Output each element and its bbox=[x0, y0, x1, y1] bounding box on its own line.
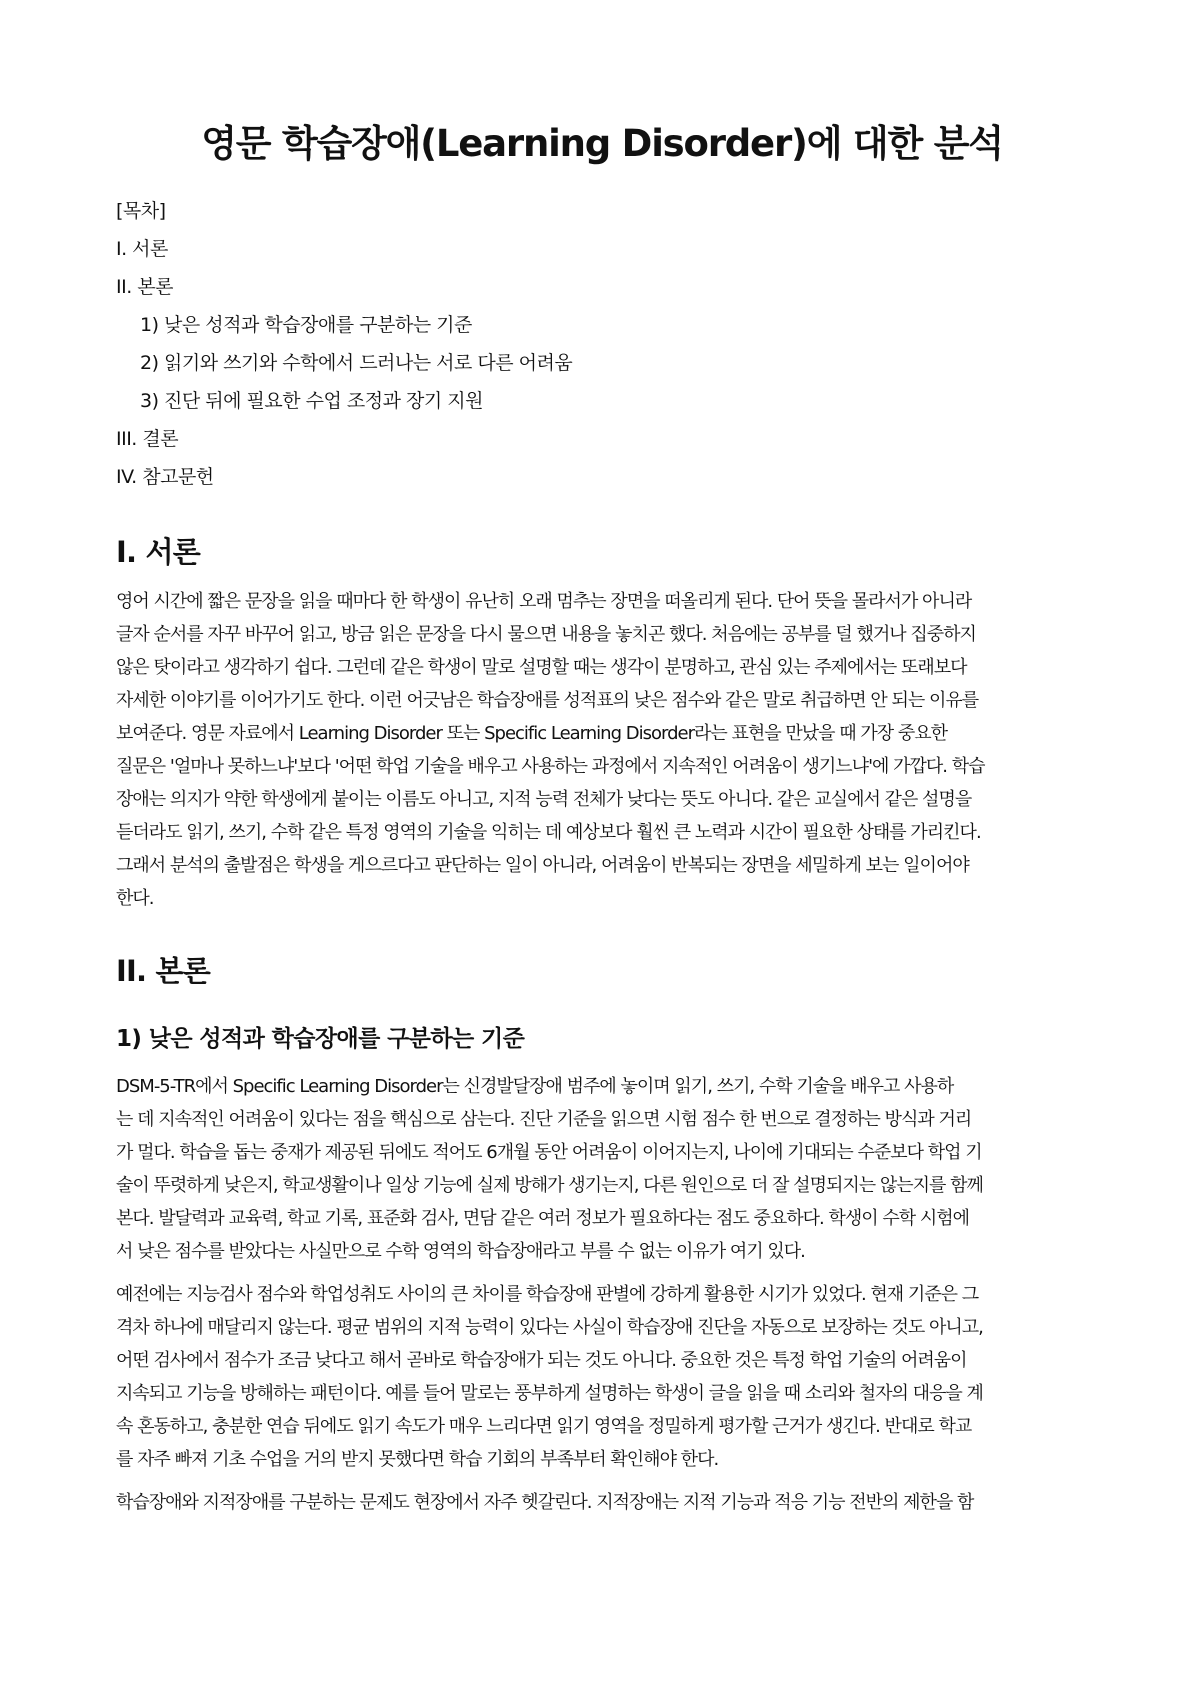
document-title: 영문 학습장애(Learning Disorder)에 대한 분석 bbox=[201, 122, 1003, 165]
table-of-contents bbox=[116, 192, 1088, 496]
document-page bbox=[116, 0, 1088, 1519]
subsection-heading-criteria: 1) 낮은 성적과 학습장애를 구분하는 기준 bbox=[116, 1026, 525, 1052]
section-heading-body: II. 본론 bbox=[116, 954, 210, 988]
paragraph-line: 는 데 지속적인 어려움이 있다는 점을 핵심으로 삼는다. 진단 기준을 읽으면 시험 점수 한 번으로 결정하는 방식과 거리 bbox=[116, 1109, 972, 1130]
toc-item-conclusion: III. 결론 bbox=[116, 428, 179, 450]
paragraph-line: 가 멀다. 학습을 돕는 중재가 제공된 뒤에도 적어도 6개월 동안 어려움이 이어지는지, 나이에 기대되는 수준보다 학업 기 bbox=[116, 1142, 982, 1163]
paragraph-line: 영어 시간에 짧은 문장을 읽을 때마다 한 학생이 유난히 오래 멈추는 장면을 떠올리게 된다. 단어 뜻을 몰라서가 아니라 bbox=[116, 591, 972, 612]
toc-item-body: II. 본론 bbox=[116, 276, 173, 298]
paragraph-line: 한다. bbox=[116, 888, 154, 909]
paragraph-line: 본다. 발달력과 교육력, 학교 기록, 표준화 검사, 면담 같은 여러 정보가 필요하다는 점도 중요하다. 학생이 수학 시험에 bbox=[116, 1208, 969, 1229]
paragraph-line: 지속되고 기능을 방해하는 패턴이다. 예를 들어 말로는 풍부하게 설명하는 학생이 글을 읽을 때 소리와 철자의 대응을 계 bbox=[116, 1383, 983, 1404]
body-paragraph-2 bbox=[116, 1278, 1088, 1476]
paragraph-line: 격차 하나에 매달리지 않는다. 평균 범위의 지적 능력이 있다는 사실이 학습장애 진단을 자동으로 보장하는 것도 아니고, bbox=[116, 1317, 983, 1338]
paragraph-line: 자세한 이야기를 이어가기도 한다. 이런 어긋남은 학습장애를 성적표의 낮은 점수와 같은 말로 취급하면 안 되는 이유를 bbox=[116, 690, 979, 711]
paragraph-line: 글자 순서를 자꾸 바꾸어 읽고, 방금 읽은 문장을 다시 물으면 내용을 놓치곤 했다. 처음에는 공부를 덜 했거나 집중하지 bbox=[116, 624, 976, 645]
paragraph-line: 학습장애와 지적장애를 구분하는 문제도 현장에서 자주 헷갈린다. 지적장애는 지적 기능과 적응 기능 전반의 제한을 함 bbox=[116, 1492, 974, 1513]
toc-label: [목차] bbox=[116, 200, 166, 222]
paragraph-line: DSM-5-TR에서 Specific Learning Disorder는 신경발달장애 범주에 놓이며 읽기, 쓰기, 수학 기술을 배우고 사용하 bbox=[116, 1076, 954, 1097]
paragraph-line: 듣더라도 읽기, 쓰기, 수학 같은 특정 영역의 기술을 익히는 데 예상보다 훨씬 큰 노력과 시간이 필요한 상태를 가리킨다. bbox=[116, 822, 981, 843]
toc-item-body-3: 3) 진단 뒤에 필요한 수업 조정과 장기 지원 bbox=[140, 390, 483, 412]
paragraph-line: 않은 탓이라고 생각하기 쉽다. 그런데 같은 학생이 말로 설명할 때는 생각이 분명하고, 관심 있는 주제에서는 또래보다 bbox=[116, 657, 967, 678]
paragraph-line: 속 혼동하고, 충분한 연습 뒤에도 읽기 속도가 매우 느리다면 읽기 영역을 정밀하게 평가할 근거가 생긴다. 반대로 학교 bbox=[116, 1416, 972, 1437]
paragraph-line: 술이 뚜렷하게 낮은지, 학교생활이나 일상 기능에 실제 방해가 생기는지, 다른 원인으로 더 잘 설명되지는 않는지를 함께 bbox=[116, 1175, 983, 1196]
toc-item-body-2: 2) 읽기와 쓰기와 수학에서 드러나는 서로 다른 어려움 bbox=[140, 352, 573, 374]
paragraph-line: 질문은 '얼마나 못하느냐'보다 '어떤 학업 기술을 배우고 사용하는 과정에서 지속적인 어려움이 생기느냐'에 가깝다. 학습 bbox=[116, 756, 985, 777]
body-paragraph-1 bbox=[116, 1070, 1088, 1268]
paragraph-line: 어떤 검사에서 점수가 조금 낮다고 해서 곧바로 학습장애가 되는 것도 아니다. 중요한 것은 특정 학업 기술의 어려움이 bbox=[116, 1350, 967, 1371]
paragraph-line: 장애는 의지가 약한 학생에게 붙이는 이름도 아니고, 지적 능력 전체가 낮다는 뜻도 아니다. 같은 교실에서 같은 설명을 bbox=[116, 789, 972, 810]
toc-item-references: IV. 참고문헌 bbox=[116, 466, 214, 488]
section-heading-introduction: I. 서론 bbox=[116, 535, 200, 569]
paragraph-line: 를 자주 빠져 기초 수업을 거의 받지 못했다면 학습 기회의 부족부터 확인해야 한다. bbox=[116, 1449, 719, 1470]
paragraph-line: 보여준다. 영문 자료에서 Learning Disorder 또는 Specific Learning Disorder라는 표현을 만났을 때 가장 중요한 bbox=[116, 723, 948, 744]
paragraph-line: 예전에는 지능검사 점수와 학업성취도 사이의 큰 차이를 학습장애 판별에 강하게 활용한 시기가 있었다. 현재 기준은 그 bbox=[116, 1284, 979, 1305]
introduction-paragraph bbox=[116, 585, 1088, 915]
paragraph-line: 서 낮은 점수를 받았다는 사실만으로 수학 영역의 학습장애라고 부를 수 없는 이유가 여기 있다. bbox=[116, 1241, 805, 1262]
toc-item-body-1: 1) 낮은 성적과 학습장애를 구분하는 기준 bbox=[140, 314, 472, 336]
toc-item-introduction: I. 서론 bbox=[116, 238, 168, 260]
body-paragraph-3 bbox=[116, 1486, 1088, 1519]
paragraph-line: 그래서 분석의 출발점은 학생을 게으르다고 판단하는 일이 아니라, 어려움이 반복되는 장면을 세밀하게 보는 일이어야 bbox=[116, 855, 969, 876]
